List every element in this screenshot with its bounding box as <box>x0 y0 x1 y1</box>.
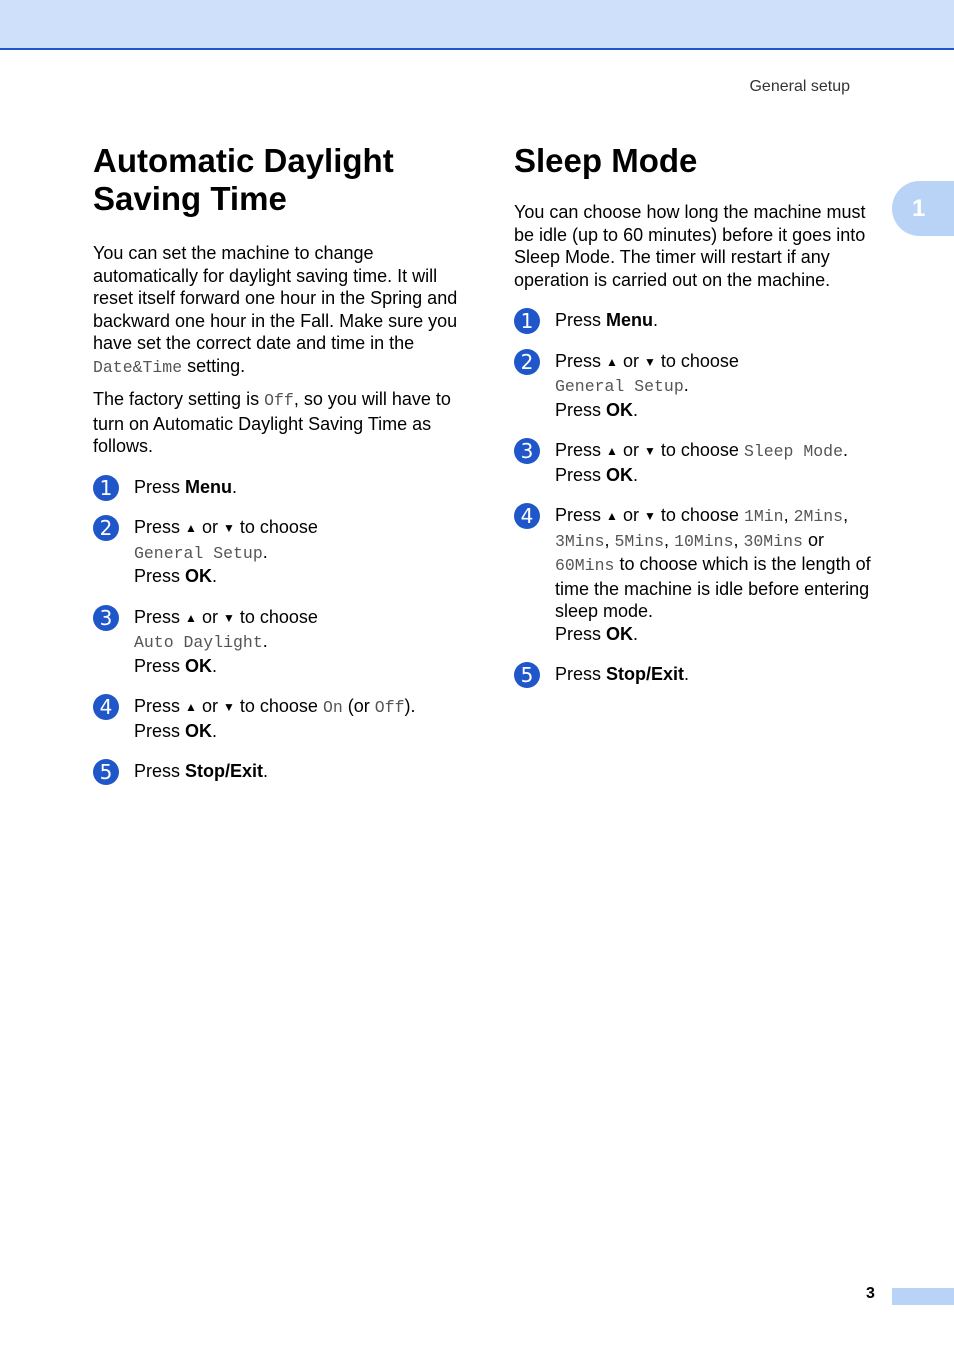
left-step-4 <box>93 695 463 742</box>
stop-exit-key-label: Stop/Exit <box>185 761 264 781</box>
punct: . <box>212 720 218 741</box>
option-2mins: 2Mins <box>793 507 844 526</box>
left-step-5 <box>93 760 463 783</box>
stop-exit-key-label: Stop/Exit <box>606 664 685 684</box>
right-step-1 <box>514 309 884 332</box>
ok-key-label: OK <box>185 655 213 676</box>
punct: . <box>633 623 639 644</box>
title-line-2: Saving Time <box>93 180 287 217</box>
step-text: or <box>201 606 218 627</box>
factory-text-end: , so you will have to turn on Automatic Daylight Saving Time as follows. <box>93 389 451 456</box>
down-arrow-icon: ▼ <box>222 610 235 625</box>
step-text: to choose <box>239 696 318 716</box>
factory-setting-paragraph <box>93 388 463 458</box>
step-number-icon: 1 <box>93 475 119 501</box>
daylight-saving-title <box>93 142 463 218</box>
punct: . <box>263 761 269 781</box>
down-arrow-icon: ▼ <box>643 509 656 523</box>
step-number-icon: 5 <box>514 662 540 688</box>
punct: . <box>653 310 659 330</box>
step-number-icon: 2 <box>514 349 540 375</box>
menu-key-label: Menu <box>185 476 233 497</box>
sleep-mode-section <box>514 142 884 686</box>
up-arrow-icon: ▲ <box>185 610 197 625</box>
menu-option-code: Sleep Mode <box>743 442 843 461</box>
step-text: to choose <box>239 517 318 537</box>
step-text: or <box>622 505 639 525</box>
step-number-icon: 3 <box>514 438 540 464</box>
step-text: Press <box>555 505 602 525</box>
step-text: or <box>622 350 639 371</box>
daylight-saving-section <box>93 142 463 783</box>
up-arrow-icon: ▲ <box>606 509 618 523</box>
step-number-icon: 1 <box>514 308 540 334</box>
step-number-icon: 4 <box>93 694 119 720</box>
right-step-5 <box>514 663 884 686</box>
down-arrow-icon: ▼ <box>643 354 656 369</box>
up-arrow-icon: ▲ <box>606 354 618 369</box>
up-arrow-icon: ▲ <box>185 521 197 535</box>
punct: . <box>842 440 848 460</box>
step-text: Press <box>134 476 181 497</box>
intro-text: You can set the machine to change automatically for daylight saving time. It will reset itself forward one hour in the Spring and backward one hour in the Fall. Make sure you have set the correct date and time in the <box>93 243 458 353</box>
step-text: Press <box>134 761 181 781</box>
punct: . <box>232 476 238 497</box>
top-header-band <box>0 0 954 50</box>
option-5mins: 5Mins <box>614 531 665 551</box>
ok-key-label: OK <box>606 399 634 420</box>
chapter-number: 1 <box>912 194 926 222</box>
step-text: to choose which is the length of time the machine is idle before entering sleep mode. <box>555 554 871 621</box>
punct: . <box>212 655 218 676</box>
ok-key-label: OK <box>606 623 634 644</box>
step-number-icon: 5 <box>93 759 119 785</box>
right-step-3 <box>514 439 884 486</box>
ok-key-label: OK <box>185 566 213 586</box>
left-step-3 <box>93 606 463 678</box>
left-step-2 <box>93 516 463 588</box>
chapter-tab <box>892 181 954 236</box>
down-arrow-icon: ▼ <box>222 521 235 535</box>
step-text: Press <box>134 655 181 676</box>
step-text: Press <box>134 606 181 627</box>
sleep-intro-paragraph: You can choose how long the machine must be idle (up to 60 minutes) before it goes into Sleep Mode. The timer will restart if any operation is carried out on the machine. <box>514 202 866 290</box>
step-number-icon: 2 <box>93 515 119 541</box>
step-text: to choose <box>660 440 739 460</box>
step-text: Press <box>555 664 602 684</box>
step-text: Press <box>134 517 181 537</box>
step-number-icon: 4 <box>514 503 540 529</box>
step-text: Press <box>134 696 181 716</box>
section-header: General setup <box>749 78 850 95</box>
step-number-icon: 3 <box>93 605 119 631</box>
step-text: or <box>807 529 824 550</box>
option-60mins: 60Mins <box>555 556 615 575</box>
step-text: Press <box>555 350 602 371</box>
off-code: Off <box>374 698 405 717</box>
punct: . <box>262 631 268 651</box>
date-time-code: Date&Time <box>93 357 183 377</box>
step-text: Press <box>555 310 602 330</box>
step-text: or <box>201 696 218 716</box>
step-text: to choose <box>239 606 318 627</box>
intro-text-end: setting. <box>187 355 246 376</box>
page-number: 3 <box>866 1285 875 1302</box>
factory-text: The factory setting is <box>93 389 260 409</box>
title-line-1: Automatic Daylight <box>93 142 394 179</box>
option-30mins: 30Mins <box>743 531 803 551</box>
menu-option-code: Auto Daylight <box>134 633 263 652</box>
ok-key-label: OK <box>185 720 213 741</box>
right-step-2 <box>514 350 884 422</box>
punct: . <box>212 566 218 586</box>
step-text: Press <box>555 464 602 485</box>
down-arrow-icon: ▼ <box>222 700 235 714</box>
step-text: (or <box>347 696 370 716</box>
right-step-4: 4 Press ▲ or ▼ to choose 1Min, 2Mins, 3Mins, 5Mins, 10Mins, 30Mins or 60Mins to choose which is the length of time the machine is idle before entering sleep mode. Press OK. <box>514 504 884 645</box>
ok-key-label: OK <box>606 464 634 485</box>
punct: . <box>633 464 639 485</box>
left-step-1 <box>93 476 463 499</box>
on-code: On <box>322 698 343 717</box>
punct: . <box>262 541 268 562</box>
down-arrow-icon: ▼ <box>643 444 656 458</box>
step-text: or <box>622 440 639 460</box>
punct: ). <box>404 696 416 716</box>
off-code: Off <box>264 391 294 410</box>
option-3mins: 3Mins <box>555 531 605 551</box>
punct: . <box>633 399 639 420</box>
up-arrow-icon: ▲ <box>606 444 618 458</box>
option-1min: 1Min <box>743 507 784 526</box>
up-arrow-icon: ▲ <box>185 700 197 714</box>
step-text: or <box>201 517 218 537</box>
option-10mins: 10Mins <box>674 531 734 551</box>
punct: . <box>683 375 689 395</box>
page-footer-bar <box>892 1288 954 1305</box>
step-text: to choose <box>660 505 739 525</box>
menu-option-code: General Setup <box>555 377 684 396</box>
step-text: Press <box>134 720 181 741</box>
step-text: to choose <box>660 350 739 371</box>
punct: . <box>684 664 690 684</box>
step-text: Press <box>555 623 602 644</box>
step-text: Press <box>555 399 602 420</box>
menu-key-label: Menu <box>606 310 654 330</box>
daylight-intro-paragraph <box>93 242 463 379</box>
menu-option-code: General Setup <box>134 543 263 563</box>
step-text: Press <box>134 566 181 586</box>
step-text: Press <box>555 440 602 460</box>
sleep-mode-title: Sleep Mode <box>514 142 698 179</box>
